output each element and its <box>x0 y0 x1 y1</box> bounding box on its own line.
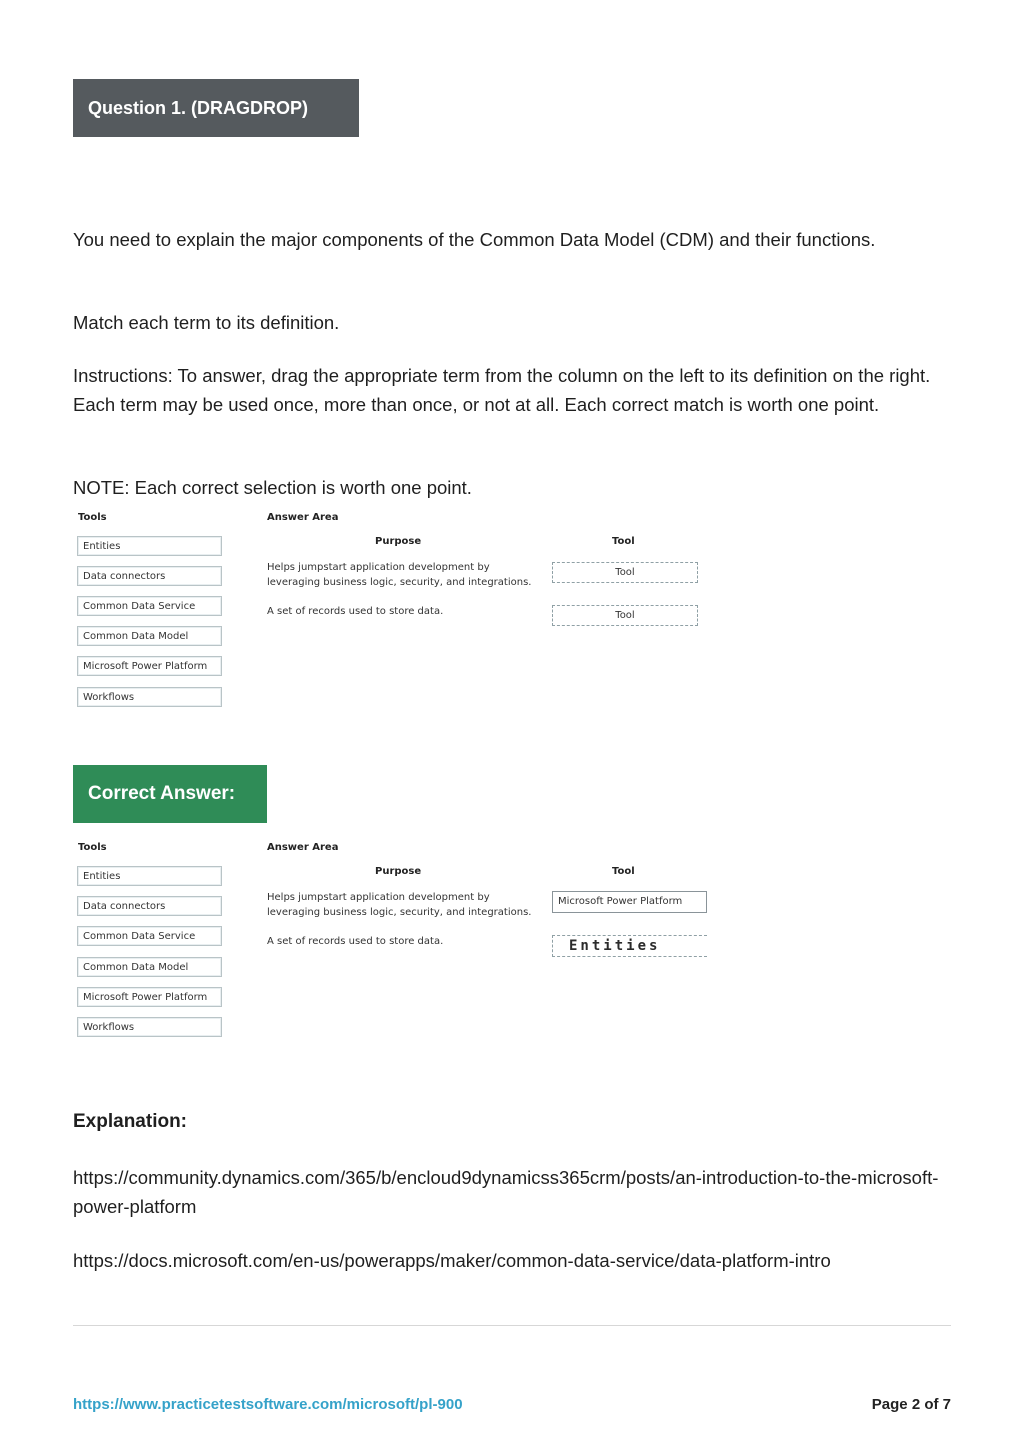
tool-option-common-data-model[interactable]: Common Data Model <box>77 626 222 646</box>
tool-option-microsoft-power-platform[interactable]: Microsoft Power Platform <box>77 656 222 676</box>
purpose-text: A set of records used to store data. <box>267 936 444 947</box>
purpose-header: Purpose <box>375 866 422 877</box>
tool-option-microsoft-power-platform: Microsoft Power Platform <box>77 987 222 1007</box>
instructions-paragraph: Instructions: To answer, drag the appropriate term from the column on the left to its definition on the right. Each term may be used once, more than once, or not at all. Each correct match is worth one point. <box>73 365 931 415</box>
page-number: Page 2 of 7 <box>871 1396 951 1413</box>
tool-header: Tool <box>612 866 635 877</box>
tool-option-entities: Entities <box>77 866 222 886</box>
answer-area-header: Answer Area <box>267 512 339 523</box>
purpose-text: Helps jumpstart application development by leveraging business logic, security, and integrations. <box>267 892 532 918</box>
tools-header: Tools <box>78 842 107 853</box>
note-paragraph: NOTE: Each correct selection is worth one point. <box>73 477 472 498</box>
answer-entities: Entities <box>552 935 707 957</box>
footer-url-link[interactable]: https://www.practicetestsoftware.com/microsoft/pl-900 <box>73 1396 463 1413</box>
match-instruction: Match each term to its definition. <box>73 312 340 333</box>
purpose-header: Purpose <box>375 536 422 547</box>
tools-header: Tools <box>78 512 107 523</box>
tool-option-common-data-service[interactable]: Common Data Service <box>77 596 222 616</box>
explanation-link[interactable]: https://community.dynamics.com/365/b/encloud9dynamicss365crm/posts/an-introduction-to-the-microsoft-power-platform <box>73 1167 939 1217</box>
answer-microsoft-power-platform: Microsoft Power Platform <box>552 891 707 913</box>
intro-paragraph: You need to explain the major components of the Common Data Model (CDM) and their functions. <box>73 229 876 250</box>
answer-area-header: Answer Area <box>267 842 339 853</box>
question-label: Question 1. (DRAGDROP) <box>73 79 359 137</box>
tool-option-common-data-service: Common Data Service <box>77 926 222 946</box>
explanation-link[interactable]: https://docs.microsoft.com/en-us/powerapps/maker/common-data-service/data-platform-intro <box>73 1250 831 1271</box>
tool-option-workflows[interactable]: Workflows <box>77 687 222 707</box>
correct-answer-label: Correct Answer: <box>73 765 267 823</box>
tool-header: Tool <box>612 536 635 547</box>
purpose-text: A set of records used to store data. <box>267 606 444 617</box>
tool-drop-target[interactable]: Tool <box>552 562 698 583</box>
tool-option-common-data-model: Common Data Model <box>77 957 222 977</box>
explanation-title: Explanation: <box>73 1111 188 1132</box>
tool-option-data-connectors[interactable]: Data connectors <box>77 566 222 586</box>
tool-option-entities[interactable]: Entities <box>77 536 222 556</box>
tool-option-workflows: Workflows <box>77 1017 222 1037</box>
tool-option-data-connectors: Data connectors <box>77 896 222 916</box>
question-exhibit <box>73 510 723 710</box>
footer-divider <box>73 1325 951 1326</box>
answer-exhibit <box>73 840 723 1040</box>
tool-drop-target[interactable]: Tool <box>552 605 698 626</box>
purpose-text: Helps jumpstart application development by leveraging business logic, security, and integrations. <box>267 562 532 588</box>
